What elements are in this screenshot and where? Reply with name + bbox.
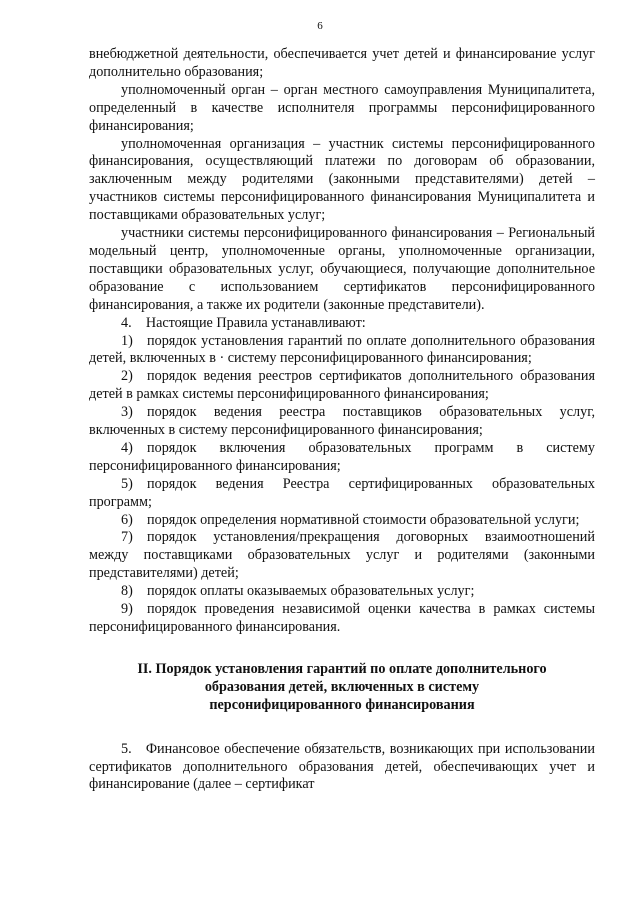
list-item-3: 3) порядок ведения реестра поставщиков образовательных услуг, включенных в систему персонифицированного финансирования; [89,404,595,439]
paragraph-definition-participants: участники системы персонифицированного финансирования – Региональный модельный центр, уполномоченные органы, уполномоченные организации, поставщики образовательных услуг, обучающиеся, получающие дополнительное образование с использованием сертификатов персонифицированного финансирования, а также их родители (законные представители). [89,225,595,313]
list-item-6: 6) порядок определения нормативной стоимости образовательной услуги; [121,511,580,528]
list-item-1: 1) порядок установления гарантий по оплате дополнительного образования детей, включенных в · систему персонифицированного финансирования; [89,332,595,367]
section-heading-line: II. Порядок установления гарантий по оплате дополнительного [137,660,547,677]
list-item-2: 2) порядок ведения реестров сертификатов дополнительного образования детей в рамках системы персонифицированного финансирования; [89,368,595,403]
section-heading-line: образования детей, включенных в систему [204,678,480,695]
page-number: 6 [317,20,323,32]
list-item-9: 9) порядок проведения независимой оценки качества в рамках системы персонифицированного финансирования. [89,601,595,635]
paragraph-definition-end: внебюджетной деятельности, обеспечивается учет детей и финансирование услуг дополнительно образования; [89,46,595,80]
section-heading [89,661,595,715]
list-item-8: 8) порядок оплаты оказываемых образовательных услуг; [121,583,475,600]
paragraph-definition-authorized-organization: уполномоченная организация – участник системы персонифицированного финансирования, осуществляющий платежи по договорам об образовании, заключенным между родителями (законными представителями) детей – участников системы персонифицированного финансирования Муниципалитета и поставщиками образовательных услуг; [89,135,595,224]
section-heading-line: персонифицированного финансирования [209,696,475,713]
list-item-4: 4) порядок включения образовательных программ в систему персонифицированного финансирования; [89,439,595,474]
paragraph-definition-authorized-body: уполномоченный орган – орган местного самоуправления Муниципалитета, определенный в качестве исполнителя программы персонифицированного финансирования; [89,81,595,134]
paragraph-clause-5: 5. Финансовое обеспечение обязательств, возникающих при использовании сертификатов дополнительного образования детей, обеспечивающих учет и финансирование (далее – сертификат [89,740,595,793]
list-item-7: 7) порядок установления/прекращения договорных взаимоотношений между поставщиками образовательных услуг и родителями (законными представителями) детей; [89,529,595,582]
list-item-5: 5) порядок ведения Реестра сертифицированных образовательных программ; [89,475,595,510]
document-body [89,46,595,794]
paragraph-clause-4: 4. Настоящие Правила устанавливают: [121,314,366,331]
